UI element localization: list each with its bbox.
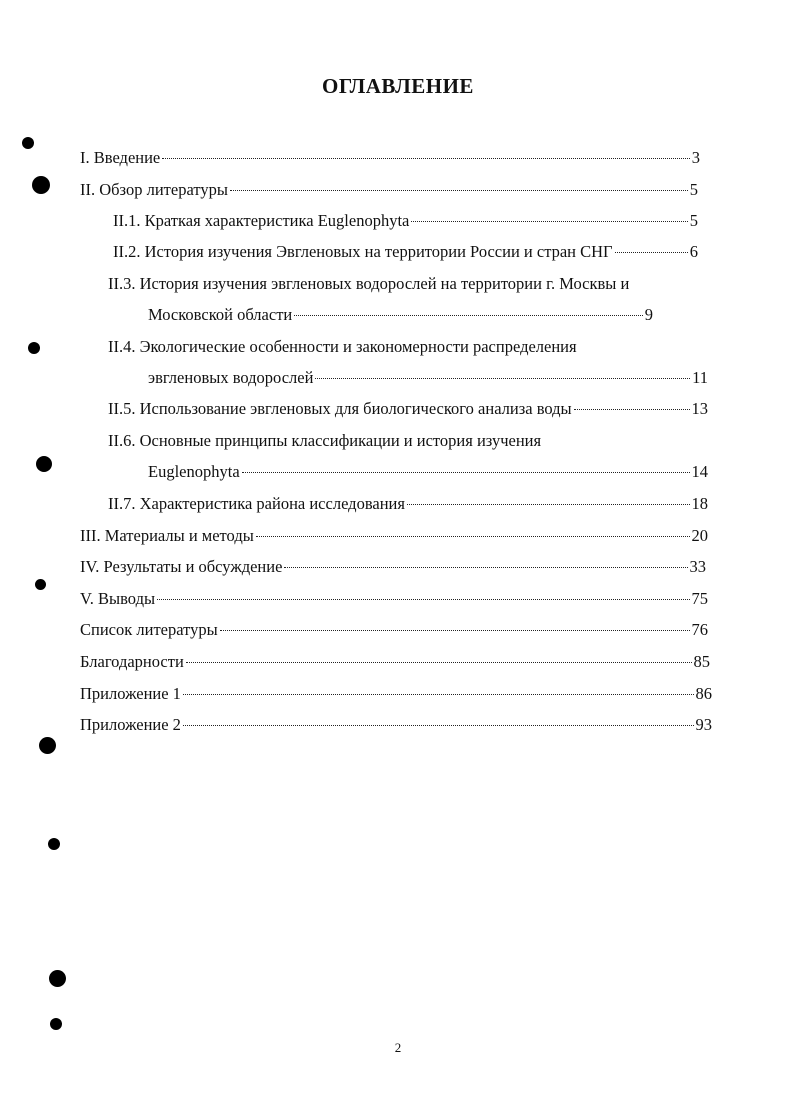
toc-leader — [220, 630, 690, 631]
toc-label: II.7. Характеристика района исследования — [108, 494, 405, 513]
toc-leader — [411, 221, 687, 222]
toc-entry-section-4[interactable] — [148, 368, 708, 388]
toc-page: 75 — [691, 589, 708, 608]
toc-leader — [315, 378, 690, 379]
toc-entry-review[interactable] — [80, 180, 698, 200]
toc-label: III. Материалы и методы — [80, 526, 254, 545]
toc-label: эвгленовых водорослей — [148, 368, 314, 387]
toc-label: II.1. Краткая характеристика Euglenophyta — [113, 211, 410, 230]
toc-entry-intro[interactable] — [80, 148, 700, 168]
toc-leader — [284, 567, 687, 568]
toc-label: V. Выводы — [80, 589, 156, 608]
toc-entry-acknowledgements[interactable] — [80, 652, 710, 672]
toc-label: II.5. Использование эвгленовых для биологического анализа воды — [108, 399, 572, 418]
toc-page: 86 — [695, 684, 712, 703]
punch-hole-mark — [48, 838, 60, 850]
punch-hole-mark — [39, 737, 56, 754]
toc-entry-section-3[interactable] — [148, 305, 653, 325]
toc-leader — [157, 599, 689, 600]
toc-page: 76 — [691, 620, 708, 639]
toc-label: I. Введение — [80, 148, 161, 167]
toc-leader — [183, 694, 694, 695]
toc-label: Euglenophyta — [148, 462, 240, 481]
toc-leader — [230, 190, 688, 191]
toc-leader — [162, 158, 689, 159]
toc-leader — [407, 504, 690, 505]
punch-hole-mark — [36, 456, 52, 472]
toc-entry-section-6[interactable] — [148, 462, 708, 482]
toc-label: Приложение 2 — [80, 715, 181, 734]
toc-page: 5 — [689, 211, 698, 230]
toc-label: II.2. История изучения Эвгленовых на территории России и стран СНГ — [113, 242, 613, 261]
toc-entry-section-7[interactable] — [108, 494, 708, 514]
punch-hole-mark — [50, 1018, 62, 1030]
toc-page: 3 — [691, 148, 700, 167]
toc-entry-references[interactable] — [80, 620, 708, 640]
toc-leader — [183, 725, 694, 726]
punch-hole-mark — [22, 137, 34, 149]
toc-entry-methods[interactable] — [80, 526, 708, 546]
toc-leader — [574, 409, 690, 410]
toc-entry-appendix-2[interactable] — [80, 715, 712, 735]
toc-label: Список литературы — [80, 620, 218, 639]
toc-page: 85 — [693, 652, 710, 671]
toc-page: 18 — [691, 494, 708, 513]
toc-leader — [256, 536, 690, 537]
toc-page: 93 — [695, 715, 712, 734]
punch-hole-mark — [49, 970, 66, 987]
toc-page: 5 — [689, 180, 698, 199]
toc-page: 9 — [644, 305, 653, 324]
punch-hole-mark — [28, 342, 40, 354]
toc-label: Приложение 1 — [80, 684, 181, 703]
toc-entry-section-2[interactable] — [113, 242, 698, 262]
toc-leader — [294, 315, 643, 316]
toc-label: Московской области — [148, 305, 293, 324]
toc-entry-appendix-1[interactable] — [80, 684, 712, 704]
toc-leader — [186, 662, 692, 663]
toc-label: IV. Результаты и обсуждение — [80, 557, 283, 576]
toc-entry-section-5[interactable] — [108, 399, 708, 419]
page-number: 2 — [394, 1040, 402, 1055]
toc-page: 6 — [689, 242, 698, 261]
toc-label: Благодарности — [80, 652, 184, 671]
toc-page: 11 — [692, 368, 708, 387]
toc-entry-section-1[interactable] — [113, 211, 698, 231]
toc-entry-section-6-line1[interactable]: II.6. Основные принципы классификации и история изучения — [108, 431, 542, 450]
toc-entry-conclusions[interactable] — [80, 589, 708, 609]
toc-page: 13 — [691, 399, 708, 418]
toc-entry-section-3-line1[interactable]: II.3. История изучения эвгленовых водорослей на территории г. Москвы и — [108, 274, 630, 293]
punch-hole-mark — [35, 579, 46, 590]
toc-page: 20 — [691, 526, 708, 545]
toc-page: 33 — [689, 557, 706, 576]
toc-label: II. Обзор литературы — [80, 180, 228, 199]
toc-page: 14 — [691, 462, 708, 481]
toc-leader — [242, 472, 690, 473]
toc-entry-results[interactable] — [80, 557, 706, 577]
toc-entry-section-4-line1[interactable]: II.4. Экологические особенности и закономерности распределения — [108, 337, 577, 356]
page-title: ОГЛАВЛЕНИЕ — [322, 74, 474, 98]
toc-leader — [615, 252, 688, 253]
punch-hole-mark — [32, 176, 50, 194]
